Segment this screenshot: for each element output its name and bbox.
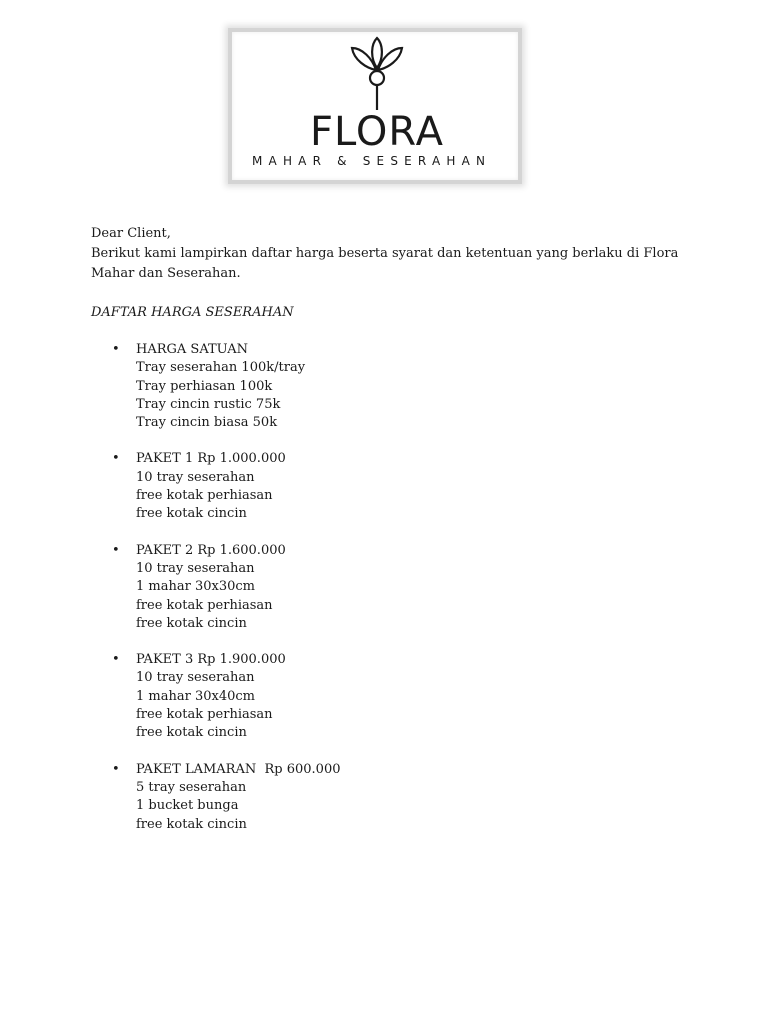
item-line: free kotak cincin	[136, 725, 247, 741]
item-line: 5 tray seserahan	[136, 779, 247, 795]
price-list	[91, 341, 681, 834]
flower-icon	[342, 34, 412, 112]
bullet-icon: •	[112, 451, 120, 467]
item-line: free kotak cincin	[136, 506, 247, 522]
item-line: 10 tray seserahan	[136, 670, 255, 686]
item-line: free kotak perhiasan	[136, 488, 273, 504]
letter-body	[91, 224, 681, 852]
item-title: PAKET 3 Rp 1.900.000	[136, 652, 286, 668]
item-line: 10 tray seserahan	[136, 560, 255, 576]
logo	[228, 28, 522, 184]
price-item-paket-1	[91, 450, 681, 523]
item-line: free kotak perhiasan	[136, 707, 273, 723]
greeting: Dear Client,	[91, 226, 171, 241]
item-line: 1 bucket bunga	[136, 798, 239, 814]
item-line: free kotak cincin	[136, 816, 247, 832]
item-line: 1 mahar 30x30cm	[136, 579, 255, 595]
item-line: free kotak cincin	[136, 615, 247, 631]
price-item-paket-2	[91, 542, 681, 633]
bullet-icon: •	[112, 652, 120, 668]
bullet-icon: •	[112, 542, 120, 558]
section-title: DAFTAR HARGA SESERAHAN	[91, 305, 294, 320]
bullet-icon: •	[112, 761, 120, 777]
item-title: HARGA SATUAN	[136, 342, 248, 357]
item-line: 1 mahar 30x40cm	[136, 688, 255, 704]
item-line: free kotak perhiasan	[136, 597, 273, 613]
item-line: Tray perhiasan 100k	[136, 378, 273, 394]
item-line: Tray cincin biasa 50k	[136, 415, 278, 431]
price-item-paket-lamaran	[91, 761, 681, 834]
brand-tagline: MAHAR & SESERAHAN	[252, 154, 492, 168]
item-title: PAKET 2 Rp 1.600.000	[136, 542, 286, 558]
item-line: Tray seserahan 100k/tray	[136, 360, 306, 376]
price-item-harga-satuan	[91, 341, 681, 432]
item-line: Tray cincin rustic 75k	[136, 396, 281, 412]
item-title: PAKET LAMARAN Rp 600.000	[136, 761, 341, 777]
item-title: PAKET 1 Rp 1.000.000	[136, 451, 286, 467]
price-item-paket-3	[91, 651, 681, 742]
intro-paragraph: Berikut kami lampirkan daftar harga beserta syarat dan ketentuan yang berlaku di Flora Mahar dan Seserahan.	[91, 246, 679, 281]
item-line: 10 tray seserahan	[136, 469, 255, 485]
bullet-icon: •	[112, 342, 120, 357]
brand-name: FLORA	[310, 109, 444, 155]
